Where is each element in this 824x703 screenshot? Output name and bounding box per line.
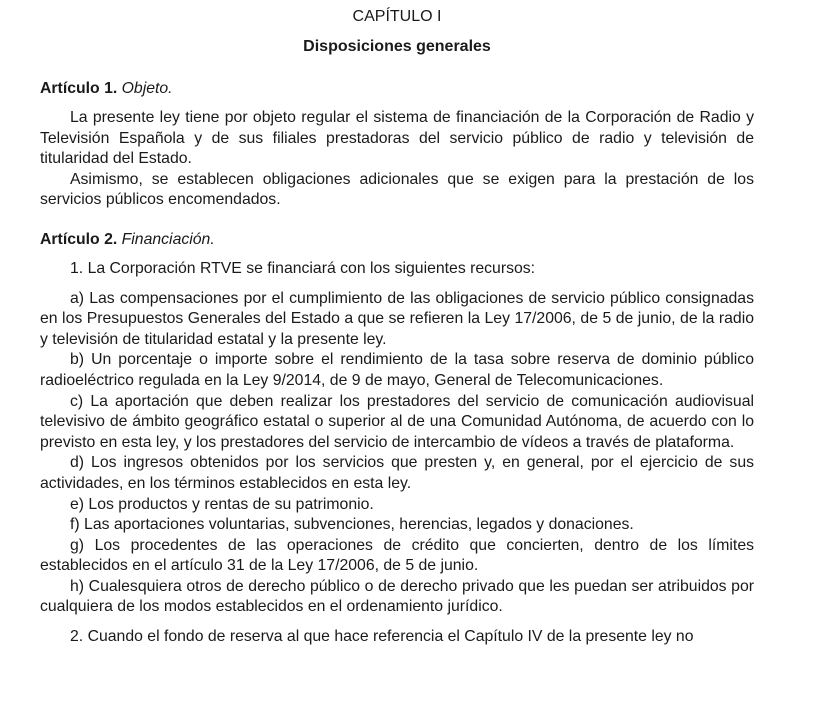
article-2-heading bbox=[40, 229, 754, 250]
paragraph: Asimismo, se establecen obligaciones adicionales que se exigen para la prestación de los servicios públicos encomendados. bbox=[40, 170, 754, 209]
list-item: h) Cualesquiera otros de derecho público o de derecho privado que les puedan ser atribuidos por cualquiera de los modos establecidos en el ordenamiento jurídico. bbox=[40, 577, 754, 616]
clipped-paragraph bbox=[40, 627, 754, 667]
list-item: a) Las compensaciones por el cumplimiento de las obligaciones de servicio público consignadas en los Presupuestos Generales del Estado a que se refieren la Ley 17/2006, de 5 de junio, de la radio y televisión de titularidad estatal y la presente ley. bbox=[40, 289, 754, 348]
list-item: c) La aportación que deben realizar los prestadores del servicio de comunicación audiovisual televisivo de ámbito geográfico estatal o superior al de una Comunidad Autónoma, de acuerdo con lo previsto en esta ley, y los prestadores del servicio de intercambio de vídeos a través de plataforma. bbox=[40, 392, 754, 451]
list-item: d) Los ingresos obtenidos por los servicios que presten y, en general, por el ejercicio de sus actividades, en los términos establecidos en esta ley. bbox=[40, 454, 754, 492]
chapter-title: CAPÍTULO I bbox=[352, 8, 442, 25]
list-item: e) Los productos y rentas de su patrimonio. bbox=[70, 495, 374, 513]
list-item: b) Un porcentaje o importe sobre el rendimiento de la tasa sobre reserva de dominio público radioeléctrico regulada en la Ley 9/2014, de 9 de mayo, General de Telecomunicaciones. bbox=[40, 351, 754, 389]
paragraph: 2. Cuando el fondo de reserva al que hace referencia el Capítulo IV de la presente ley no bbox=[70, 628, 694, 646]
article-1-heading bbox=[40, 78, 754, 99]
article-subject: Objeto. bbox=[121, 80, 173, 97]
chapter-subtitle: Disposiciones generales bbox=[303, 38, 491, 55]
paragraph-intro: 1. La Corporación RTVE se financiará con los siguientes recursos: bbox=[70, 259, 536, 277]
article-number: Artículo 1. bbox=[40, 80, 118, 97]
list-item: f) Las aportaciones voluntarias, subvenciones, herencias, legados y donaciones. bbox=[70, 516, 634, 534]
paragraph: La presente ley tiene por objeto regular el sistema de financiación de la Corporación de Radio y Televisión Española y de sus filiales prestadoras del servicio público de radio y televisión de titularidad del Estado. bbox=[40, 109, 754, 168]
article-subject: Financiación. bbox=[121, 230, 215, 248]
document-body bbox=[40, 78, 754, 667]
list-item: g) Los procedentes de las operaciones de crédito que concierten, dentro de los límites establecidos en el artículo 31 de la Ley 17/2006, de 5 de junio. bbox=[40, 536, 754, 575]
article-number: Artículo 2. bbox=[40, 230, 118, 248]
